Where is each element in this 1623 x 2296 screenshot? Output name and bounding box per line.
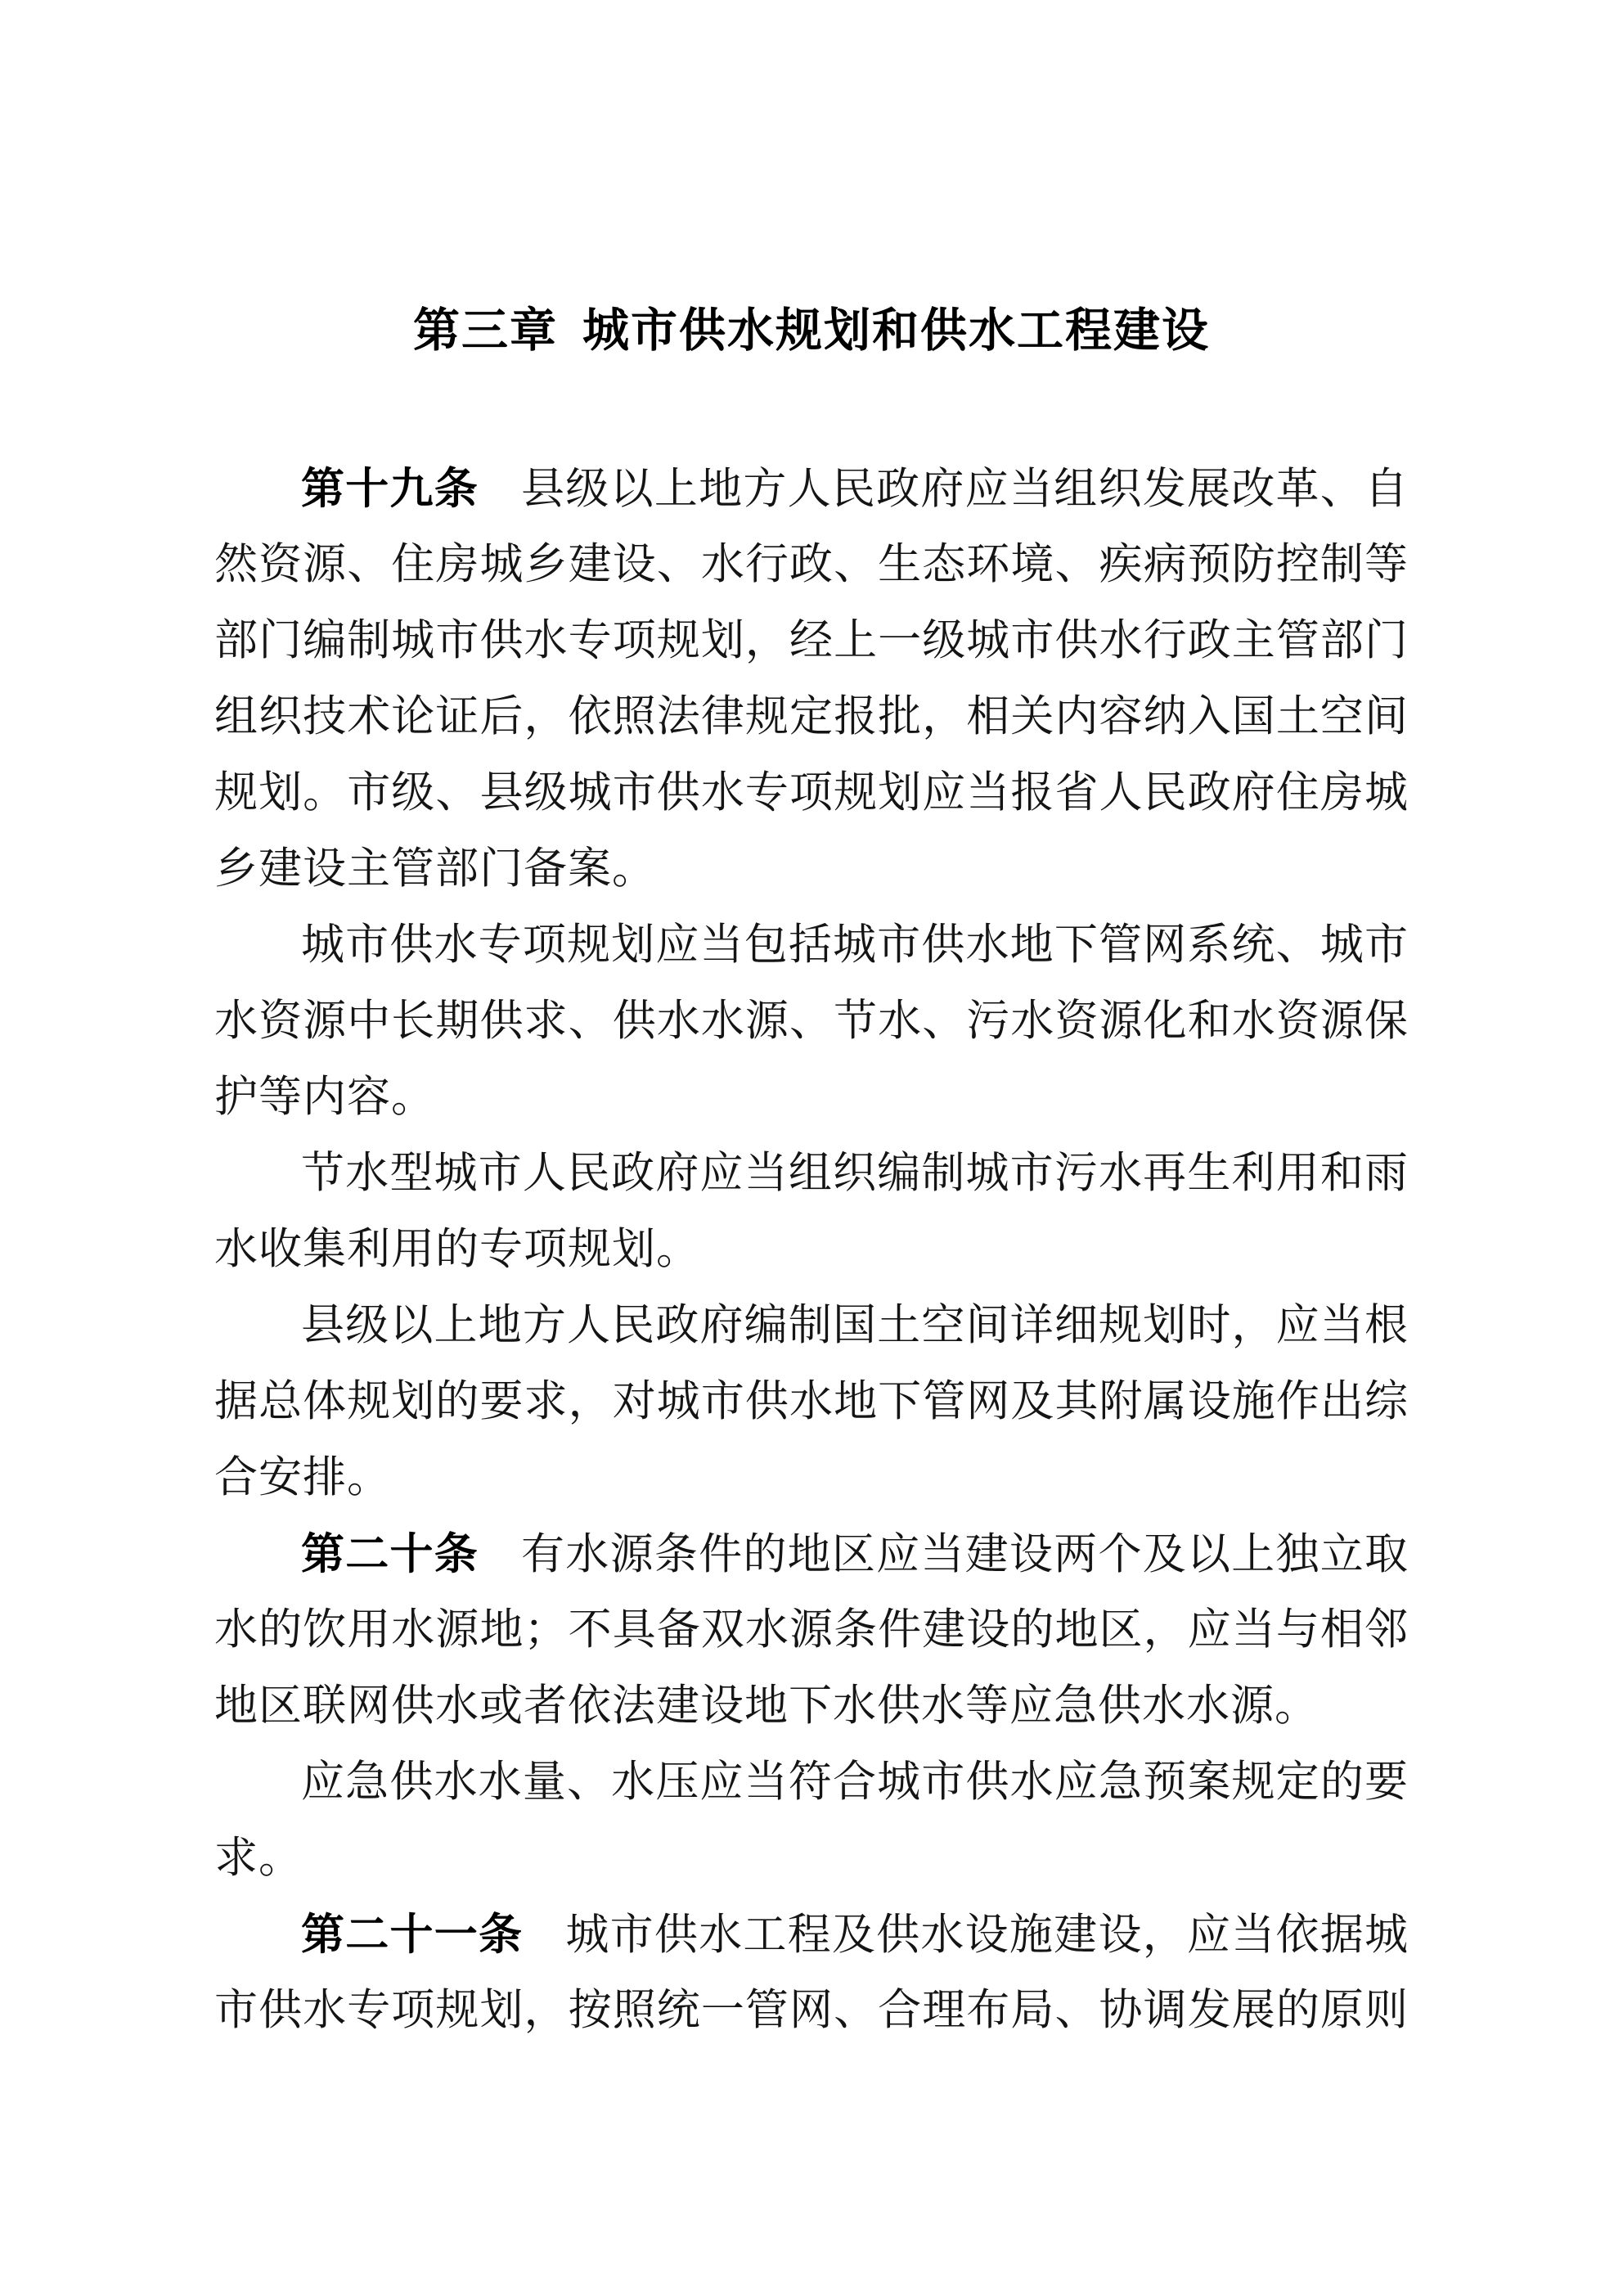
line-text: 求。 — [214, 1835, 303, 1882]
line-text: 乡建设主管部门备案。 — [214, 845, 656, 893]
text-line — [214, 1288, 1409, 1364]
text-line — [214, 1516, 1409, 1592]
line-text: 应急供水水量、水压应当符合城市供水应急预案规定的要 — [301, 1758, 1409, 1806]
text-line — [214, 755, 1409, 831]
article-number: 第二十一条 — [301, 1911, 524, 1959]
line-text: 部门编制城市供水专项规划，经上一级城市供水行政主管部门 — [214, 617, 1409, 664]
text-line — [214, 907, 1409, 984]
text-line — [214, 1364, 1409, 1440]
line-text: 县级以上地方人民政府编制国土空间详细规划时，应当根 — [301, 1302, 1409, 1349]
text-line — [214, 1592, 1409, 1668]
text-line — [214, 527, 1409, 603]
heading-gap — [214, 369, 1409, 451]
text-line — [214, 451, 1409, 527]
line-text: 合安排。 — [214, 1454, 391, 1501]
line-text: 规划。市级、县级城市供水专项规划应当报省人民政府住房城 — [214, 769, 1409, 817]
line-text: 地区联网供水或者依法建设地下水供水等应急供水水源。 — [214, 1682, 1319, 1730]
text-line — [214, 1060, 1409, 1136]
text-line — [214, 831, 1409, 907]
article-number: 第十九条 — [301, 465, 479, 513]
text-line — [214, 1897, 1409, 1973]
text-line — [214, 603, 1409, 679]
chapter-title: 城市供水规划和供水工程建设 — [582, 304, 1210, 357]
text-line — [214, 1821, 1409, 1897]
text-line — [214, 1212, 1409, 1288]
line-text: 据总体规划的要求，对城市供水地下管网及其附属设施作出综 — [214, 1378, 1409, 1425]
text-line — [214, 984, 1409, 1060]
article-number: 第二十条 — [301, 1530, 479, 1578]
text-line — [214, 1973, 1409, 2049]
line-text: 有水源条件的地区应当建设两个及以上独立取 — [521, 1531, 1409, 1578]
line-text: 城市供水专项规划应当包括城市供水地下管网系统、城市 — [301, 921, 1409, 969]
line-text: 节水型城市人民政府应当组织编制城市污水再生利用和雨 — [301, 1150, 1409, 1197]
text-line — [214, 1745, 1409, 1821]
text-line — [214, 1668, 1409, 1745]
line-text: 水资源中长期供求、供水水源、节水、污水资源化和水资源保 — [214, 997, 1409, 1045]
chapter-number: 第三章 — [413, 304, 558, 357]
line-text: 然资源、住房城乡建设、水行政、生态环境、疾病预防控制等 — [214, 541, 1409, 588]
chapter-heading — [214, 293, 1409, 369]
line-text: 县级以上地方人民政府应当组织发展改革、自 — [521, 466, 1409, 513]
line-text: 城市供水工程及供水设施建设，应当依据城 — [565, 1911, 1409, 1959]
line-text: 市供水专项规划，按照统一管网、合理布局、协调发展的原则 — [214, 1987, 1409, 2034]
line-text: 水收集利用的专项规划。 — [214, 1226, 700, 1273]
text-line — [214, 679, 1409, 755]
line-text: 水的饮用水源地；不具备双水源条件建设的地区，应当与相邻 — [214, 1606, 1409, 1654]
text-line — [214, 1136, 1409, 1212]
line-text: 组织技术论证后，依照法律规定报批，相关内容纳入国土空间 — [214, 693, 1409, 741]
line-text: 护等内容。 — [214, 1074, 435, 1121]
text-line — [214, 1440, 1409, 1516]
